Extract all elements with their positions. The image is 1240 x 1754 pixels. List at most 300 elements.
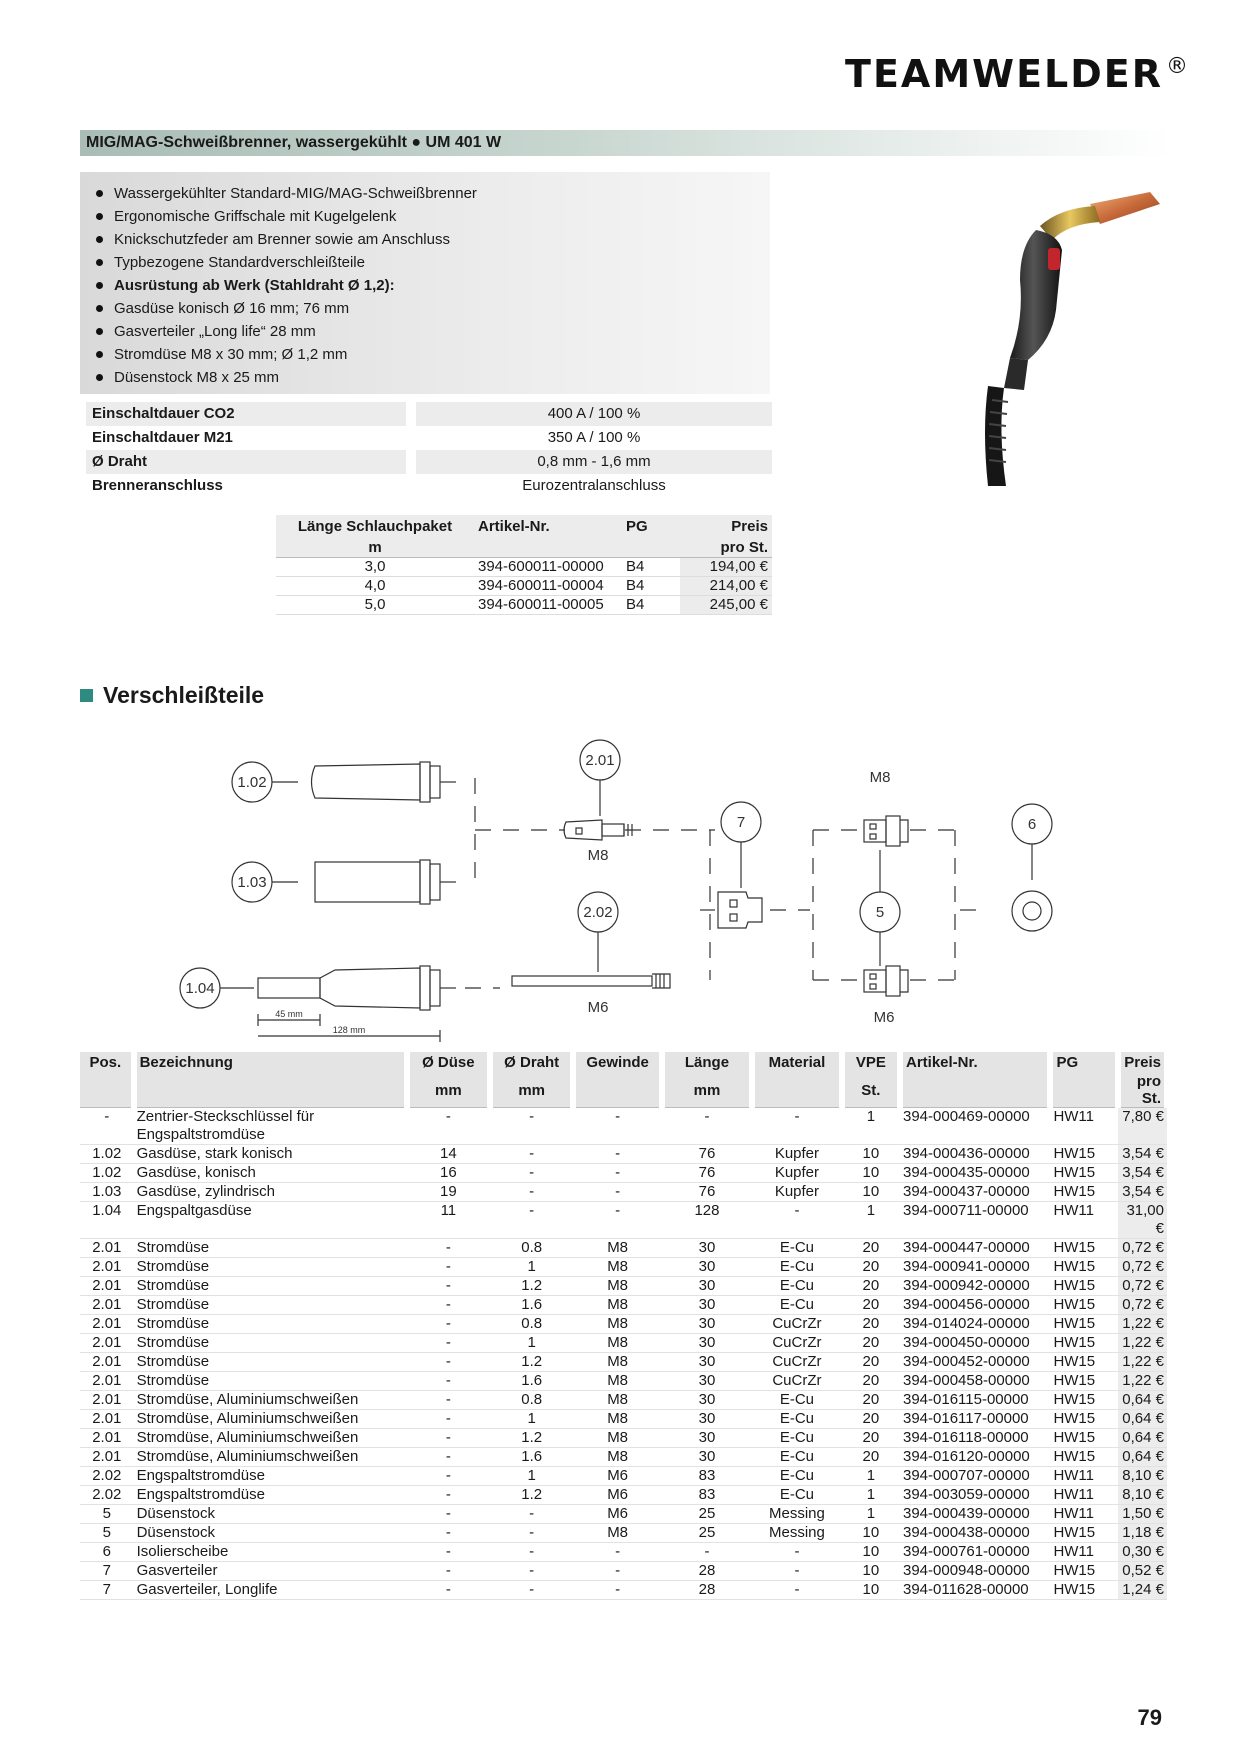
parts-table-row [80,1183,1167,1202]
registered-mark: ® [1166,54,1190,79]
parts-cell: M8 [573,1239,661,1258]
parts-cell: - [573,1183,661,1202]
parts-cell: 1,50 € [1118,1505,1167,1524]
parts-table-row [80,1486,1167,1505]
parts-cell: 1.03 [80,1183,134,1202]
parts-table-subheader [80,1073,1167,1108]
parts-cell: 16 [407,1164,490,1183]
section-title: MIG/MAG-Schweißbrenner, wassergekühlt ● UM 401 W [80,130,1170,156]
unit-empty [622,537,680,558]
torch-cell: 4,0 [276,577,474,596]
parts-cell: - [407,1353,490,1372]
parts-cell: 394-016118-00000 [900,1429,1050,1448]
parts-cell: 5 [80,1524,134,1543]
parts-cell: E-Cu [752,1448,842,1467]
parts-cell: 394-000437-00000 [900,1183,1050,1202]
torch-cell: 5,0 [276,596,474,615]
torch-table-row [276,558,772,577]
parts-cell: 1 [490,1258,573,1277]
col-article: Artikel-Nr. [474,515,622,537]
parts-cell: - [407,1505,490,1524]
parts-cell: 5 [80,1505,134,1524]
parts-cell: 10 [842,1562,900,1581]
parts-cell: - [407,1543,490,1562]
parts-cell: M8 [573,1524,661,1543]
parts-cell: Gasdüse, konisch [134,1164,407,1183]
parts-cell: 0,52 € [1118,1562,1167,1581]
parts-cell: CuCrZr [752,1353,842,1372]
torch-cell: B4 [622,558,680,577]
parts-cell: 1.02 [80,1145,134,1164]
parts-cell: 20 [842,1353,900,1372]
parts-cell: 128 [662,1202,752,1239]
parts-cell: 2.01 [80,1353,134,1372]
parts-table-row [80,1258,1167,1277]
spec-label: Einschaltdauer M21 [92,429,233,446]
parts-cell: 20 [842,1315,900,1334]
parts-cell: HW15 [1050,1524,1118,1543]
parts-table-row [80,1296,1167,1315]
parts-cell: CuCrZr [752,1372,842,1391]
feature-item: Gasverteiler „Long life“ 28 mm [96,320,770,343]
parts-cell: HW15 [1050,1581,1118,1600]
parts-cell: 1.6 [490,1372,573,1391]
parts-cell: 30 [662,1258,752,1277]
parts-cell: Düsenstock [134,1524,407,1543]
parts-cell: 0,72 € [1118,1239,1167,1258]
parts-cell: 25 [662,1505,752,1524]
parts-cell: HW11 [1050,1543,1118,1562]
parts-cell: Stromdüse [134,1315,407,1334]
torch-table-subheader [276,537,772,558]
wear-parts-table [80,1052,1170,1600]
parts-cell: 2.01 [80,1429,134,1448]
parts-cell: - [407,1562,490,1581]
parts-cell: Stromdüse [134,1334,407,1353]
torch-cell: 245,00 € [680,596,772,615]
spec-value: 400 A / 100 % [416,402,772,426]
parts-table-row [80,1315,1167,1334]
parts-cell: 1 [490,1467,573,1486]
parts-cell: 2.02 [80,1467,134,1486]
parts-cell: - [80,1108,134,1145]
parts-cell: M8 [573,1258,661,1277]
parts-cell: E-Cu [752,1277,842,1296]
col-pg: PG [622,515,680,537]
dim-45: 45 mm [275,1009,303,1019]
parts-cell: M8 [573,1334,661,1353]
parts-cell: 394-000942-00000 [900,1277,1050,1296]
parts-cell: 2.01 [80,1448,134,1467]
parts-cell: - [407,1524,490,1543]
brand-name: TEAMWELDER [845,52,1163,96]
parts-cell: - [573,1145,661,1164]
parts-table-row [80,1505,1167,1524]
parts-cell: - [662,1543,752,1562]
parts-cell: 2.01 [80,1372,134,1391]
parts-cell: Gasverteiler [134,1562,407,1581]
parts-table-row [80,1581,1167,1600]
feature-item: Düsenstock M8 x 25 mm [96,366,770,389]
parts-cell: - [662,1108,752,1145]
parts-cell: 1.2 [490,1277,573,1296]
parts-cell: Gasverteiler, Longlife [134,1581,407,1600]
parts-table-row [80,1239,1167,1258]
parts-cell: 20 [842,1410,900,1429]
parts-cell: 3,54 € [1118,1183,1167,1202]
wear-parts-diagram [170,730,1070,1050]
parts-cell: 30 [662,1334,752,1353]
feature-item: Stromdüse M8 x 30 mm; Ø 1,2 mm [96,343,770,366]
label-1-03: 1.03 [237,874,267,891]
parts-cell: HW15 [1050,1562,1118,1581]
parts-col-unit [1050,1073,1118,1108]
parts-cell: 76 [662,1164,752,1183]
parts-cell: HW15 [1050,1296,1118,1315]
parts-table-row [80,1524,1167,1543]
parts-cell: 19 [407,1183,490,1202]
parts-table-row [80,1467,1167,1486]
parts-col-unit [752,1073,842,1108]
parts-cell: 2.01 [80,1410,134,1429]
parts-cell: 6 [80,1543,134,1562]
parts-cell: - [407,1391,490,1410]
parts-cell: Stromdüse [134,1353,407,1372]
parts-cell: 11 [407,1202,490,1239]
parts-cell: 394-000435-00000 [900,1164,1050,1183]
parts-col-header: Pos. [80,1052,134,1073]
parts-cell: Stromdüse [134,1239,407,1258]
parts-cell: M8 [573,1391,661,1410]
parts-cell: Stromdüse [134,1277,407,1296]
parts-col-header: PG [1050,1052,1118,1073]
parts-col-unit [573,1073,661,1108]
spec-value: 350 A / 100 % [547,429,641,446]
parts-cell: - [407,1108,490,1145]
parts-cell: Kupfer [752,1183,842,1202]
parts-col-unit [80,1073,134,1108]
parts-cell: 394-000458-00000 [900,1372,1050,1391]
parts-table-row [80,1108,1167,1145]
torch-table-header [276,515,772,537]
parts-cell: 30 [662,1296,752,1315]
parts-cell: Stromdüse, Aluminiumschweißen [134,1448,407,1467]
parts-cell: Gasdüse, zylindrisch [134,1183,407,1202]
parts-col-header: Bezeichnung [134,1052,407,1073]
torch-cell: B4 [622,577,680,596]
parts-cell: - [407,1315,490,1334]
parts-cell: Düsenstock [134,1505,407,1524]
parts-cell: 0,72 € [1118,1277,1167,1296]
spec-row [86,426,772,450]
parts-cell: - [407,1410,490,1429]
parts-cell: M8 [573,1353,661,1372]
parts-cell: HW11 [1050,1202,1118,1239]
spec-row [86,474,772,498]
parts-cell: 2.01 [80,1277,134,1296]
spec-value: Eurozentralanschluss [522,477,666,494]
parts-cell: 1 [842,1108,900,1145]
parts-cell: 1 [842,1486,900,1505]
parts-col-unit: mm [490,1073,573,1108]
parts-cell: 394-000450-00000 [900,1334,1050,1353]
parts-cell: Stromdüse [134,1258,407,1277]
parts-cell: 0,64 € [1118,1429,1167,1448]
part-1-03 [232,860,456,904]
parts-cell: Gasdüse, stark konisch [134,1145,407,1164]
parts-cell: 83 [662,1467,752,1486]
parts-cell: 0.8 [490,1315,573,1334]
parts-cell: M8 [573,1410,661,1429]
parts-cell: 20 [842,1448,900,1467]
parts-cell: 394-000711-00000 [900,1202,1050,1239]
parts-cell: 394-000707-00000 [900,1467,1050,1486]
parts-cell: 2.01 [80,1391,134,1410]
parts-cell: - [752,1562,842,1581]
parts-cell: 20 [842,1277,900,1296]
torch-table-row [276,596,772,615]
parts-cell: Isolierscheibe [134,1543,407,1562]
feature-item: Gasdüse konisch Ø 16 mm; 76 mm [96,297,770,320]
label-2-02: 2.02 [583,904,613,921]
parts-cell: 30 [662,1277,752,1296]
parts-cell: 2.01 [80,1315,134,1334]
parts-cell: 1 [842,1467,900,1486]
parts-table-row [80,1353,1167,1372]
parts-cell: M6 [573,1486,661,1505]
parts-cell: 1.6 [490,1448,573,1467]
torch-price-table [276,515,772,615]
parts-cell: 1,24 € [1118,1581,1167,1600]
label-6: 6 [1027,816,1037,833]
parts-cell: 20 [842,1258,900,1277]
parts-cell: - [407,1296,490,1315]
parts-cell: 7,80 € [1118,1108,1167,1145]
parts-cell: Stromdüse, Aluminiumschweißen [134,1410,407,1429]
parts-cell: 76 [662,1145,752,1164]
parts-table-row [80,1334,1167,1353]
parts-table-header [80,1052,1167,1073]
feature-item: Wassergekühlter Standard-MIG/MAG-Schweißbrenner [96,182,770,205]
torch-cell: 194,00 € [680,558,772,577]
parts-cell: HW11 [1050,1467,1118,1486]
parts-cell: E-Cu [752,1391,842,1410]
parts-cell: E-Cu [752,1258,842,1277]
parts-cell: E-Cu [752,1410,842,1429]
parts-col-header: Preis [1118,1052,1167,1073]
thread-m8-a: M8 [587,847,609,864]
spec-row [86,402,772,426]
spec-label: Brenneranschluss [92,477,223,494]
parts-col-header: VPE [842,1052,900,1073]
parts-cell: - [573,1543,661,1562]
parts-cell: HW15 [1050,1391,1118,1410]
parts-cell: - [752,1581,842,1600]
parts-cell: - [490,1145,573,1164]
parts-cell: - [407,1467,490,1486]
parts-cell: - [407,1429,490,1448]
parts-cell: Messing [752,1505,842,1524]
parts-cell: CuCrZr [752,1315,842,1334]
parts-cell: 1,18 € [1118,1524,1167,1543]
parts-col-header: Gewinde [573,1052,661,1073]
torch-cell: B4 [622,596,680,615]
parts-col-header: Ø Düse [407,1052,490,1073]
feature-item: Knickschutzfeder am Brenner sowie am Anschluss [96,228,770,251]
unit-per-piece: pro St. [680,537,772,558]
parts-cell: 1,22 € [1118,1353,1167,1372]
parts-cell: HW15 [1050,1315,1118,1334]
part-1-04 [180,966,456,1042]
feature-item: Typbezogene Standardverschleißteile [96,251,770,274]
parts-table-row [80,1543,1167,1562]
parts-cell: - [407,1239,490,1258]
parts-cell: 20 [842,1239,900,1258]
parts-cell: - [490,1202,573,1239]
parts-cell: E-Cu [752,1239,842,1258]
parts-cell: 0.8 [490,1239,573,1258]
parts-cell: 394-000941-00000 [900,1258,1050,1277]
parts-cell: 2.02 [80,1486,134,1505]
parts-cell: 30 [662,1429,752,1448]
parts-cell: M8 [573,1448,661,1467]
heading-square-icon [80,689,93,702]
parts-cell: HW15 [1050,1334,1118,1353]
torch-image [940,190,1180,490]
parts-cell: 3,54 € [1118,1145,1167,1164]
parts-table-row [80,1391,1167,1410]
parts-cell: 8,10 € [1118,1486,1167,1505]
parts-cell: Engspaltstromdüse [134,1486,407,1505]
parts-cell: 1.02 [80,1164,134,1183]
parts-cell: 0,30 € [1118,1543,1167,1562]
parts-cell: E-Cu [752,1429,842,1448]
parts-cell: 394-003059-00000 [900,1486,1050,1505]
parts-cell: 20 [842,1334,900,1353]
label-1-02: 1.02 [237,774,267,791]
parts-cell: HW15 [1050,1429,1118,1448]
parts-cell: 20 [842,1429,900,1448]
parts-table-row [80,1448,1167,1467]
parts-cell: - [573,1164,661,1183]
parts-cell: 2.01 [80,1258,134,1277]
part-1-02 [232,762,456,802]
parts-cell: HW15 [1050,1145,1118,1164]
parts-cell: 394-016117-00000 [900,1410,1050,1429]
parts-cell: - [490,1543,573,1562]
parts-cell: 1.2 [490,1429,573,1448]
parts-col-unit: St. [842,1073,900,1108]
spec-label: Einschaltdauer CO2 [86,402,406,426]
parts-col-unit [134,1073,407,1108]
label-7: 7 [736,814,746,831]
parts-cell: 1 [842,1505,900,1524]
parts-cell: 10 [842,1164,900,1183]
parts-cell: 1.04 [80,1202,134,1239]
parts-cell: M8 [573,1296,661,1315]
parts-cell: - [407,1334,490,1353]
parts-cell: 2.01 [80,1239,134,1258]
feature-item: Ergonomische Griffschale mit Kugelgelenk [96,205,770,228]
label-2-01: 2.01 [585,752,615,769]
parts-cell: - [407,1486,490,1505]
parts-table-row [80,1277,1167,1296]
thread-m6-a: M6 [587,999,609,1016]
torch-table-row [276,577,772,596]
parts-cell: HW11 [1050,1108,1118,1145]
parts-cell: - [407,1581,490,1600]
part-5 [860,769,908,1026]
parts-col-unit: mm [662,1073,752,1108]
parts-cell: HW15 [1050,1277,1118,1296]
parts-cell: 20 [842,1372,900,1391]
parts-cell: 20 [842,1296,900,1315]
unit-m: m [276,537,474,558]
parts-cell: M8 [573,1277,661,1296]
parts-cell: E-Cu [752,1467,842,1486]
parts-table-row [80,1429,1167,1448]
parts-cell: HW11 [1050,1486,1118,1505]
parts-cell: 30 [662,1391,752,1410]
torch-cell: 3,0 [276,558,474,577]
parts-cell: 10 [842,1543,900,1562]
parts-cell: E-Cu [752,1486,842,1505]
parts-col-unit [900,1073,1050,1108]
parts-cell: Zentrier-Steckschlüssel für Engspaltstromdüse [134,1108,407,1145]
parts-cell: M8 [573,1315,661,1334]
part-6 [1012,804,1052,931]
parts-cell: - [490,1562,573,1581]
part-2-01 [564,740,632,864]
parts-cell: 394-000456-00000 [900,1296,1050,1315]
parts-cell: 10 [842,1524,900,1543]
parts-cell: 394-016120-00000 [900,1448,1050,1467]
parts-cell: 0,64 € [1118,1391,1167,1410]
parts-cell: 1 [490,1334,573,1353]
parts-cell: 10 [842,1145,900,1164]
parts-cell: - [573,1202,661,1239]
parts-cell: 25 [662,1524,752,1543]
parts-cell: HW11 [1050,1505,1118,1524]
parts-cell: - [490,1524,573,1543]
parts-cell: - [573,1562,661,1581]
parts-cell: - [490,1164,573,1183]
parts-cell: 394-016115-00000 [900,1391,1050,1410]
spec-value: 0,8 mm - 1,6 mm [416,450,772,474]
parts-table-row [80,1562,1167,1581]
parts-cell: M8 [573,1372,661,1391]
parts-cell: - [407,1372,490,1391]
wear-parts-title: Verschleißteile [103,682,265,708]
parts-cell: 0,64 € [1118,1448,1167,1467]
parts-cell: 7 [80,1581,134,1600]
parts-cell: M6 [573,1467,661,1486]
unit-empty [474,537,622,558]
parts-cell: 28 [662,1581,752,1600]
parts-cell: CuCrZr [752,1334,842,1353]
col-price: Preis [680,515,772,537]
parts-cell: 30 [662,1410,752,1429]
parts-cell: 394-000436-00000 [900,1145,1050,1164]
parts-table-row [80,1410,1167,1429]
torch-cell: 394-600011-00004 [474,577,622,596]
torch-table-body [276,558,772,615]
parts-cell: 394-000447-00000 [900,1239,1050,1258]
parts-table-body [80,1108,1167,1600]
parts-cell: - [752,1108,842,1145]
parts-table-row [80,1145,1167,1164]
feature-box [80,172,770,394]
